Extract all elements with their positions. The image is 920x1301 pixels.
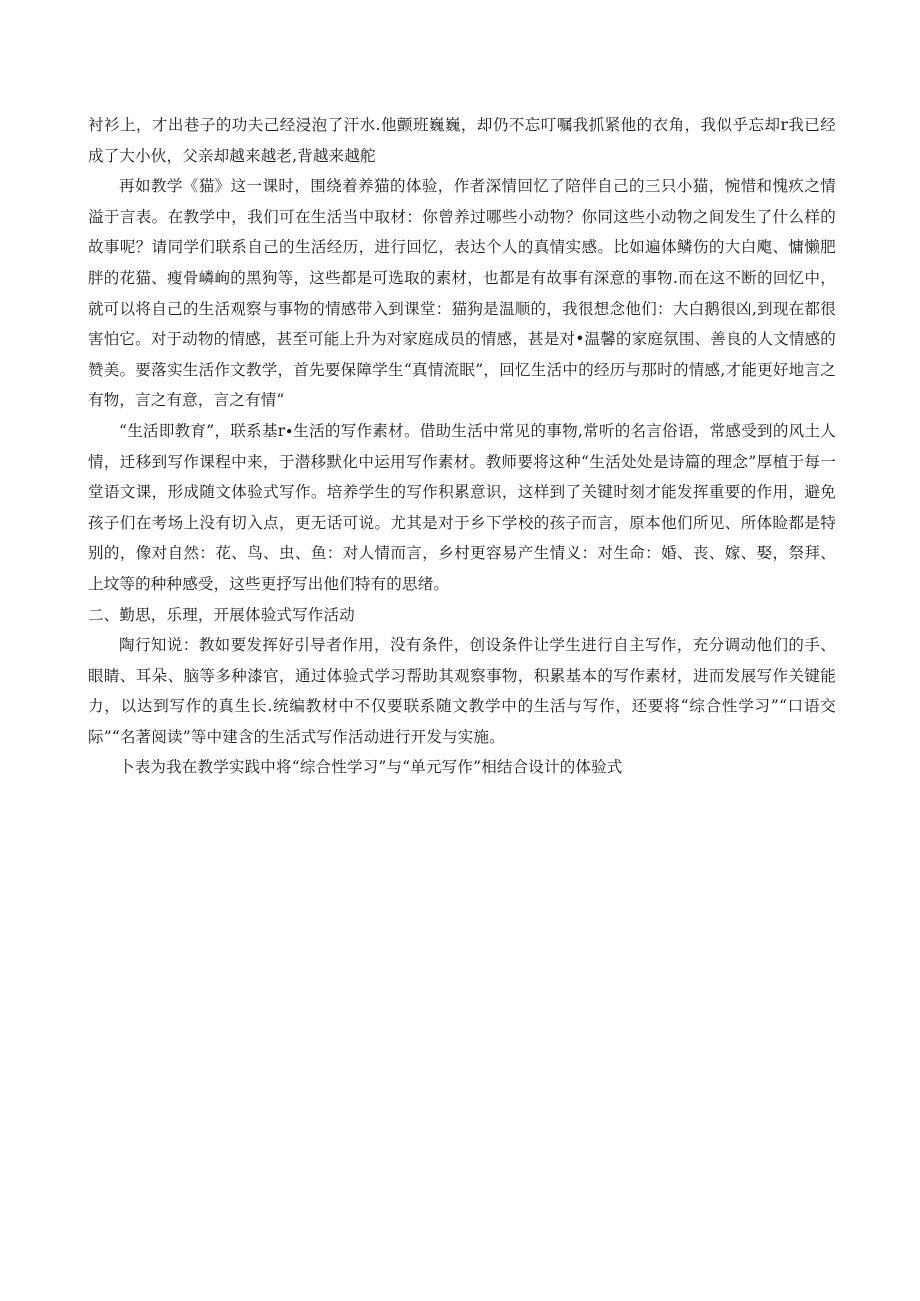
section-heading: 二、勤思，乐理，开展体验式写作活动 bbox=[88, 605, 355, 624]
paragraph-tao-xingzhi: 陶行知说：教如要发挥好引导者作用，没有条件，创设条件让学生进行自主写作，充分调动他们的手、眼睛、耳朵、脑等多种漆官，通过体验式学习帮助其观察事物，积累基本的写作素材，进而发展写作关键能力，以达到写作的真生长.统编教材中不仅要联系随文教学中的生活与写作，还要将“综合性学习”“口语交际”“名著阅读”等中建含的生活式写作活动进行开发与实施。 bbox=[88, 636, 836, 746]
paragraph-table-intro: 卜表为我在教学实践中将“综合性学习”与“单元写作”相结合设计的体验式 bbox=[119, 758, 623, 777]
document-body bbox=[88, 110, 836, 783]
paragraph-life-education: “生活即教育”，联系基r∙生活的写作素材。借助生活中常见的事物,常听的名言俗语，常感受到的风土人情，迁移到写作课程中来，于潜移默化中运用写作素材。教师要将这种“生活处处是诗篇的理念”厚植于每一堂语文课，形成随文体验式写作。培养学生的写作积累意识，这样到了关键时刻才能发挥重要的作用，避免孩子们在考场上没有切入点，更无话可说。尤其是对于乡下学校的孩子而言，原本他们所见、所体睑都是特别的，像对自然：花、鸟、虫、鱼：对人情而言，乡村更容易产生情义：对生命：婚、丧、嫁、娶，祭拜、上坟等的种种感受，这些更抒写出他们特有的思绪。 bbox=[88, 421, 836, 593]
paragraph-continuation: 衬衫上，才出巷子的功夫己经浸泡了汗水.他颤班巍巍，却仍不忘叮嘱我抓紧他的衣角，我似乎忘却r我已经成了大小伙，父亲却越来越老,背越来越舵 bbox=[88, 116, 836, 165]
paragraph-cat-lesson: 再如教学《猫》这一课时，围绕着养猫的体验，作者深情回忆了陪伴自己的三只小猫，惋惜和愧疚之情溢于言表。在教学中，我们可在生活当中取材：你曾养过哪些小动物？你同这些小动物之间发生了什么样的故事呢？请同学们联系自己的生活经历，进行回忆，表达个人的真情实感。比如遍体鳞伤的大白飑、慵懒肥胖的花猫、瘦骨嶙峋的黑狗等，这些都是可选取的素材，也都是有故事有深意的事物.而在这不断的回忆中，就可以将自己的生活观察与事物的情感带入到课堂：猫狗是温顺的，我很想念他们：大白鹅很凶,到现在都很害怕它。对于动物的情感，甚至可能上升为对家庭成员的情感，甚是对•温馨的家庭氛围、善良的人文情感的赞美。要落实生活作文教学，首先要保障学生“真情流眠”，回忆生活中的经历与那时的情感,才能更好地言之有物，言之有意，言之有情“ bbox=[88, 177, 836, 410]
